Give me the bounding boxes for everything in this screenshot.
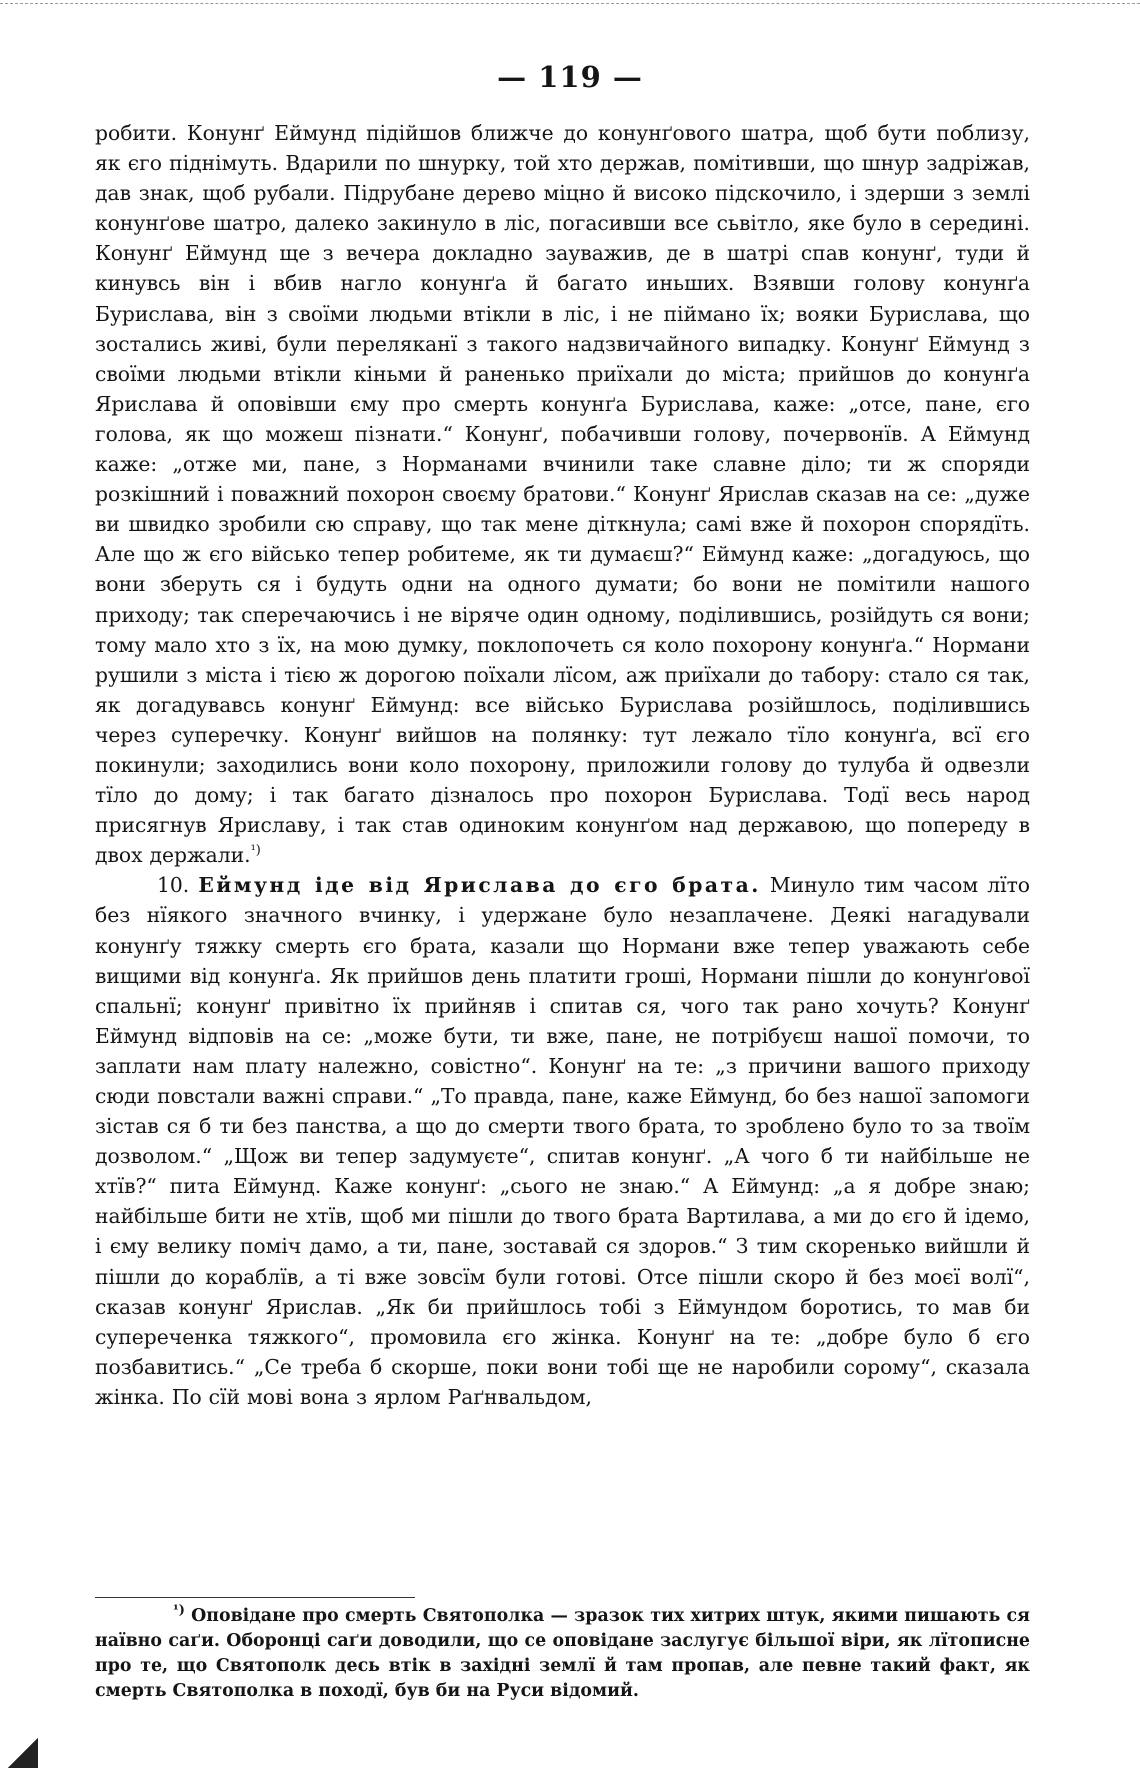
scan-edge-rule — [0, 3, 1140, 4]
footnote-marker: ¹) — [173, 1603, 185, 1619]
section-number: 10. — [157, 873, 190, 898]
footnote-divider — [95, 1597, 415, 1598]
footnote-text: Оповідане про смерть Святополка — зразок тих хитрих штук, якими пишають ся наївно саґи. Оборонці саґи доводили, що се оповідане заслугує більшої віри, як лїтописне про те, що Святополк десь втік в західні землї й там пропав, але певне такий факт, як смерть Святополка в походї, був би на Руси відомий. — [95, 1606, 1030, 1701]
paragraph-1-text: робити. Конунґ Еймунд підійшов ближче до конунґового шатра, щоб бути поблизу, як єго піднімуть. Вдарили по шнурку, той хто держав, помітивши, що шнур задріжав, дав знак, щоб рубали. Підрубане дерево міцно й високо підскочило, і здерши з землі конунґове шатро, далеко закинуло в ліс, погасивши все сьвітло, яке було в середині. Конунґ Еймунд ще з вечера докладно зауважив, де в шатрі спав конунґ, туди й кинувсь він і вбив нагло конунґа й багато иньших. Взявши голову конунґа Бурислава, він з своїми людьми втікли в ліс, і не піймано їх; вояки Бурислава, що зостались живі, були переляканї з такого надзвичайного випадку. Конунґ Еймунд з своїми людьми втікли кіньми й раненько приїхали до міста; прийшов до конунґа Ярислава й оповівши єму про смерть конунґа Бурислава, каже: „отсе, пане, єго голова, як що можеш пізнати.“ Конунґ, побачивши голову, почервонїв. А Еймунд каже: „отже ми, пане, з Норманами вчинили таке славне діло; ти ж споряди розкішний і поважний похорон своєму братови.“ Конунґ Ярислав сказав на се: „дуже ви швидко зробили сю справу, що так мене діткнула; самі вже й похорон спорядїть. Але що ж єго військо тепер робитеме, як ти думаєш?“ Еймунд каже: „догадуюсь, що вони зберуть ся і будуть одни на одного думати; бо вони не помітили нашого приходу; так сперечаючись і не віряче один одному, поділившись, розійдуть ся вони; тому мало хто з їх, на мою думку, поклопочеть ся коло похорону конунґа.“ Нормани рушили з міста і тією ж дорогою поїхали лїсом, аж приїхали до табору: стало ся так, як догадувавсь конунґ Еймунд: все військо Бурислава розійшлось, поділившись через суперечку. Конунґ вийшов на полянку: тут лежало тїло конунґа, всї єго покинули; заходились вони коло похорону, приложили голову до тулуба й одвезли тїло до дому; і так багато дізналось про похорон Бурислава. Тодї весь народ присягнув Яриславу, і так став одиноким конунґом над державою, що попереду в двох держали. — [95, 121, 1030, 868]
paragraph-1 — [95, 118, 1030, 870]
paragraph-2-text: Минуло тим часом лїто без нїякого значного вчинку, і удержане було незаплачене. Деякі нагадували конунґу тяжку смерть єго брата, казали що Нормани вже тепер уважають себе вищими від конунґа. Як прийшов день платити гроші, Нормани пішли до конунґової спальнї; конунґ привітно їх прийняв і спитав ся, чого так рано хочуть? Конунґ Еймунд відповів на се: „може бути, ти вже, пане, не потрібуєш нашої помочи, то заплати нам плату належно, совістно“. Конунґ на те: „з причини вашого приходу сюди повстали важні справи.“ „То правда, пане, каже Еймунд, бо без нашої запомоги зістав ся б ти без панства, а що до смерти твого брата, то зроблено було то за твоїм дозволом.“ „Щож ви тепер задумуєте“, спитав конунґ. „А чого б ти найбільше не хтїв?“ пита Еймунд. Каже конунґ: „сього не знаю.“ А Еймунд: „а я добре знаю; найбільше бити не хтїв, щоб ми пішли до твого брата Вартилава, а ми до єго й ідемо, і єму велику поміч дамо, а ти, пане, зоставай ся здоров.“ З тим скоренько вийшли й пішли до кораблїв, а ті вже зовсїм були готові. Отсе пішли скоро й без моєї волї“, сказав конунґ Ярислав. „Як би прийшлось тобі з Еймундом боротись, то мав би супереченка тяжкого“, промовила єго жінка. Конунґ на те: „добре було б єго позбавитись.“ „Се треба б скорше, поки вони тобі ще не наробили сорому“, сказала жінка. По сїй мові вона з ярлом Раґнвальдом, — [95, 873, 1031, 1409]
page-number: — 119 — — [497, 60, 643, 94]
section-heading: Еймунд іде від Ярислава до єго брата. — [198, 873, 761, 898]
footnote-reference: ¹) — [250, 843, 261, 859]
paragraph-2 — [95, 870, 1030, 1412]
main-text — [95, 118, 1030, 1412]
scan-corner-mark — [0, 1738, 38, 1768]
footnote — [95, 1604, 1030, 1704]
